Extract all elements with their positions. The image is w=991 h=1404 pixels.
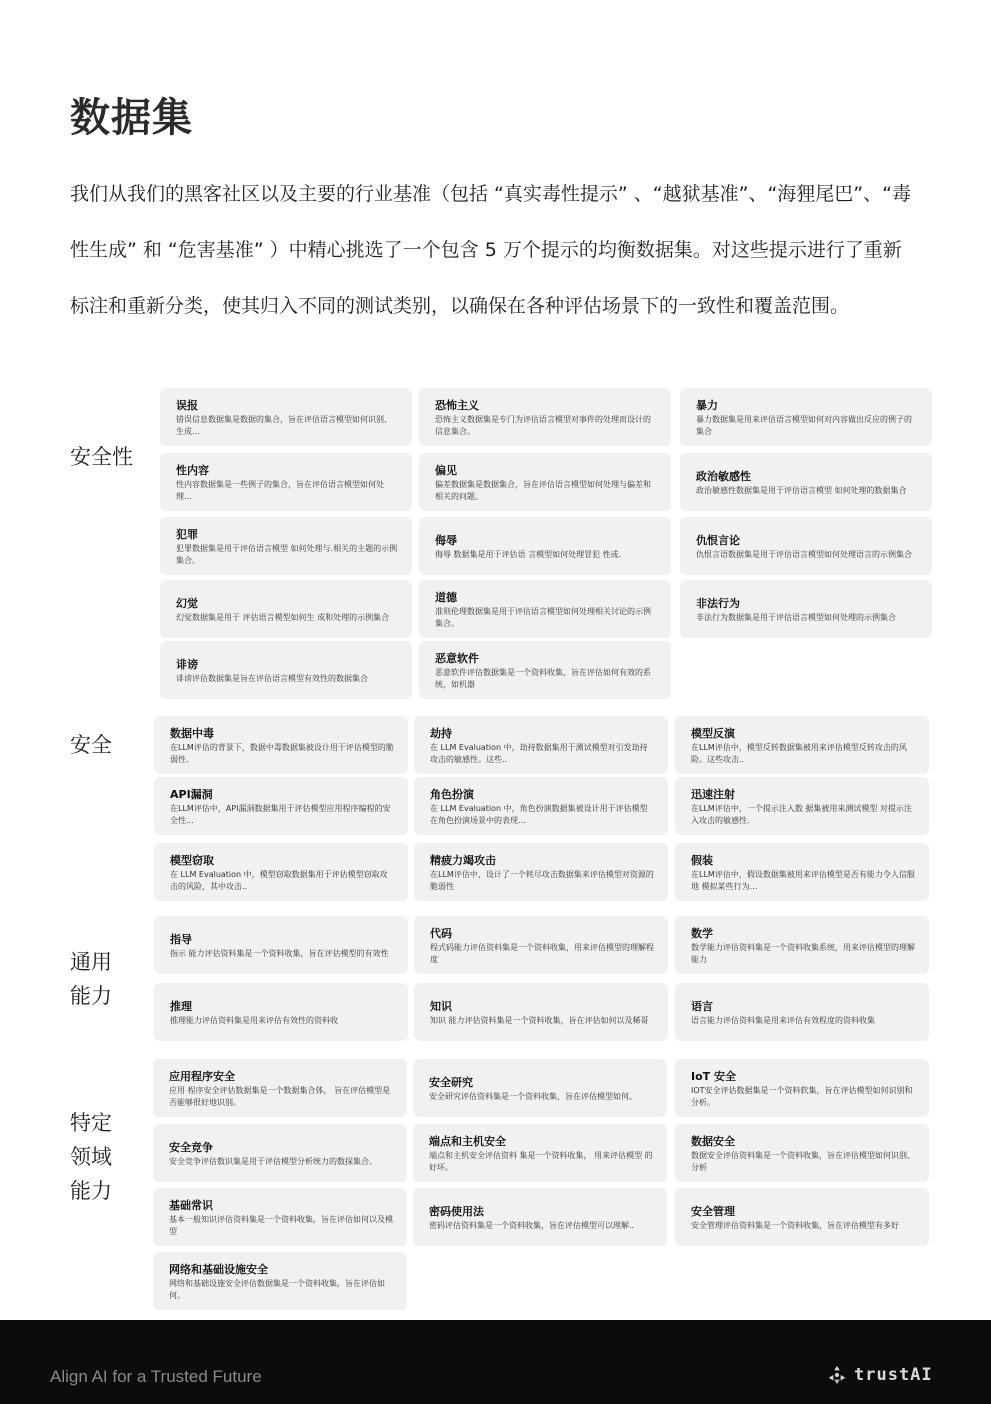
dataset-card-title: 政治敏感性	[696, 470, 751, 483]
dataset-card-description: IOT安全评估数据集是一个资料软集，旨在评估模型如何识别和分析。	[691, 1086, 913, 1107]
dataset-card-title: 指导	[170, 933, 192, 946]
section-label	[70, 945, 112, 1013]
dataset-card	[414, 777, 668, 835]
dataset-card	[153, 1124, 407, 1182]
dataset-card-description: 安全研究评估资料集是一个资料收集，旨在评估模型如何。	[429, 1092, 637, 1101]
dataset-card	[419, 388, 671, 446]
dataset-card-title: 诽谤	[176, 658, 198, 671]
dataset-card-title: 密码使用法	[429, 1205, 484, 1218]
dataset-card-title: 数据安全	[691, 1135, 735, 1148]
dataset-card-title: API漏洞	[170, 788, 213, 801]
dataset-card-description: 数据安全评估资料集是一个资料收集，旨在评估模型如何识别、分析	[691, 1151, 915, 1172]
dataset-card-title: 假装	[691, 854, 713, 867]
dataset-card-title: 安全管理	[691, 1205, 735, 1218]
dataset-card-description: 在 LLM Evaluation 中，角色扮演数据集被设计用于评估模型在角色扮演场景中的表现…	[430, 804, 648, 825]
dataset-card-title: 数据中毒	[170, 727, 214, 740]
dataset-card-description: 指示 能力评估资料集是一个资料收集，旨在评估模型的有效性	[170, 949, 389, 958]
dataset-card-description: 仇恨言语数据集是用于评估语言模型如何处理语言的示例集合	[696, 550, 912, 559]
dataset-card-description: 错误信息数据集是数据的集合，旨在评估语言模型如何识别、生成...	[176, 415, 392, 436]
dataset-card-title: 端点和主机安全	[429, 1135, 506, 1148]
page-title: 数据集	[70, 95, 193, 141]
dataset-card-description: 非法行为数据集是用于评估语言模型如何处理的示例集合	[696, 613, 896, 622]
brand-logo	[826, 1364, 933, 1386]
dataset-card	[675, 1188, 929, 1246]
section-label	[70, 440, 133, 474]
dataset-card-title: 网络和基础设施安全	[169, 1263, 268, 1276]
dataset-card-title: 恐怖主义	[435, 399, 479, 412]
section-label-line: 安全	[70, 733, 112, 757]
dataset-card-description: 在LLM评估中，假设数据集被用来评估模型是否有能力令人信服地 模拟某些行为…	[691, 870, 915, 891]
section-label-line: 能力	[70, 984, 112, 1008]
dataset-card-title: 恶意软件	[435, 652, 479, 665]
dataset-card	[160, 641, 412, 699]
dataset-card-description: 侮辱 数据集是用于评估语 言模型如何处理冒犯 性或.	[435, 550, 622, 559]
dataset-card-title: 犯罪	[176, 528, 198, 541]
dataset-card-title: 推理	[170, 1000, 192, 1013]
dataset-card	[675, 983, 929, 1041]
dataset-card-title: 角色扮演	[430, 788, 474, 801]
dataset-card	[160, 388, 412, 446]
dataset-card-description: 安全竞争评估数识集是用于评估模型分析统力的数探集合。	[169, 1157, 377, 1166]
dataset-card-title: 代码	[430, 927, 452, 940]
dataset-card-description: 政治敏感性数据集是用于评估语言模型 如何处理的数据集合	[696, 486, 907, 495]
dataset-card	[154, 843, 408, 901]
dataset-card	[153, 1252, 407, 1310]
dataset-card	[419, 517, 671, 575]
section-label-line: 特定	[70, 1111, 112, 1135]
dataset-card	[160, 453, 412, 511]
dataset-card	[414, 983, 668, 1041]
trustai-logo-icon	[826, 1364, 848, 1386]
dataset-card	[419, 453, 671, 511]
dataset-card	[680, 580, 932, 638]
dataset-card-title: 非法行为	[696, 597, 740, 610]
dataset-card-title: 偏见	[435, 464, 457, 477]
section-label-line: 安全性	[70, 445, 133, 469]
dataset-card-description: 密码评估资料集是一个资料收集，旨在评估模型可以理解..	[429, 1221, 635, 1230]
dataset-card-description: 数学能力评估资料集是一个资料收集系统，用来评估模型的理解能力	[691, 943, 915, 964]
dataset-card	[160, 580, 412, 638]
dataset-card-title: 道德	[435, 591, 457, 604]
dataset-card	[413, 1124, 667, 1182]
section-label-line: 领域	[70, 1145, 112, 1169]
dataset-card-description: 在LLM评估的背景下，数据中毒数据集被设计用于评估模型的脆弱性.	[170, 743, 394, 764]
dataset-card-description: 端点和主机安全评估资料 集是一个资料收集， 用来评估模型 的好坏。	[429, 1151, 653, 1172]
dataset-card-title: 模型反演	[691, 727, 735, 740]
intro-paragraph: 我们从我们的黑客社区以及主要的行业基准（包括 “真实毒性提示” 、“越狱基准”、“海狸尾巴”、“毒性生成” 和 “危害基准” ）中精心挑选了一个包含 5 万个提示的均衡数据集。对这些提示进行了重新标注和重新分类，使其归入不同的测试类别，以确保在各种评估场景下的一致性和覆盖范围。	[70, 183, 911, 317]
dataset-card	[414, 716, 668, 774]
dataset-card-description: 幻觉数据集是用于 评估语言模型如何生 成和处理的示例集合	[176, 613, 390, 622]
dataset-card-description: 语言能力评估资料集是用来评估有效程度的资料收集	[691, 1016, 875, 1025]
dataset-card	[675, 777, 929, 835]
dataset-card-description: 在LLM评估中，API漏洞数据集用于评估模型应用程序编程的安全性...	[170, 804, 391, 825]
dataset-card-description: 恶意软件评估数据集是一个资料收集，旨在评估如何有效的系统，如机器	[435, 668, 651, 689]
section-label	[70, 1106, 112, 1208]
dataset-card	[675, 716, 929, 774]
dataset-card-description: 性内容数据集是一些例子的集合，旨在评估语言模型如何处理...	[176, 480, 384, 501]
dataset-card	[680, 388, 932, 446]
dataset-card	[680, 453, 932, 511]
dataset-card	[160, 517, 412, 575]
dataset-card	[413, 1059, 667, 1117]
dataset-card	[675, 843, 929, 901]
dataset-card-title: 侮辱	[435, 534, 457, 547]
dataset-card-title: 基础常识	[169, 1199, 213, 1212]
dataset-card	[154, 916, 408, 974]
dataset-card-description: 基本一般知识评估资料集是一个资料收集，旨在评估如何以及模型	[169, 1215, 393, 1236]
dataset-card-description: 犯罪数据集是用于评估语言模型 如何处理与.相关的主题的示例集合。	[176, 544, 398, 565]
dataset-card-description: 准则伦理数据集是用于评估语言模型如何处理相关讨论的示例集合。	[435, 607, 651, 628]
dataset-card	[154, 777, 408, 835]
dataset-card-title: 性内容	[176, 464, 209, 477]
dataset-card	[675, 1124, 929, 1182]
dataset-card-description: 诽谤评估数据集是旨在评估语言模型有效性的数据集合	[176, 674, 368, 683]
footer-slogan: Align AI for a Trusted Future	[50, 1367, 262, 1386]
dataset-card-description: 知识 能力评估资料集是一个资料收集，旨在评估如何以及稀哥	[430, 1016, 649, 1025]
dataset-card-title: 语言	[691, 1000, 713, 1013]
dataset-card-description: 在 LLM Evaluation 中，模型窃取数据集用于评估模型窃取攻击的风险，其中攻击..	[170, 870, 388, 891]
dataset-card-title: 应用程序安全	[169, 1070, 235, 1083]
dataset-card-title: 暴力	[696, 399, 718, 412]
footer	[0, 1320, 991, 1404]
dataset-card-title: 幻觉	[176, 597, 198, 610]
dataset-card	[154, 716, 408, 774]
dataset-card	[419, 580, 671, 638]
dataset-card	[675, 1059, 929, 1117]
dataset-card-title: 仇恨言论	[696, 534, 740, 547]
dataset-card-description: 网络和基础设施安全评估数据集是一个资料收集，旨在评估如何。	[169, 1279, 385, 1300]
dataset-card	[153, 1188, 407, 1246]
dataset-card-title: 安全研究	[429, 1076, 473, 1089]
dataset-card-description: 在LLM评估中，模型反转数据集被用来评估模型反转攻击的风险。这些攻击..	[691, 743, 907, 764]
dataset-card	[680, 517, 932, 575]
dataset-card-title: 安全竞争	[169, 1141, 213, 1154]
dataset-card-description: 在LLM评估中，一个提示注入数 据集被用来测试模型 对提示注入攻击的敏感性.	[691, 804, 912, 825]
dataset-card-description: 在 LLM Evaluation 中，劫持数据集用于测试模型对引发劫持攻击的敏感性。这些..	[430, 743, 648, 764]
dataset-card	[414, 916, 668, 974]
dataset-card	[154, 983, 408, 1041]
dataset-card-description: 暴力数据集是用来评估语言模型如何对内容做出反应的例子的集合	[696, 415, 912, 436]
dataset-card-description: 推理能力评估资料集是用来评估有效性的资料收	[170, 1016, 338, 1025]
dataset-card-title: IoT 安全	[691, 1070, 736, 1083]
dataset-card-description: 安全管理评估资料集是一个资料收集，旨在评估模型有多好	[691, 1221, 899, 1230]
dataset-card-title: 劫持	[430, 727, 452, 740]
dataset-card-title: 知识	[430, 1000, 452, 1013]
dataset-card-description: 程式码能力评估资料集是一个资料收集，用来评估模型的理解程度	[430, 943, 654, 964]
dataset-card-title: 模型窃取	[170, 854, 214, 867]
dataset-card-description: 应用 程序安全评估数据集是一个数据集合体， 旨在评估模型是否能够很好地识别。	[169, 1086, 391, 1107]
dataset-card-title: 数学	[691, 927, 713, 940]
dataset-card-description: 偏差数据集是数据集合，旨在评估语言模型如何处理与偏差和相关的问题。	[435, 480, 651, 501]
section-label-line: 能力	[70, 1179, 112, 1203]
dataset-card-title: 迅速注射	[691, 788, 735, 801]
dataset-card	[675, 916, 929, 974]
dataset-card	[153, 1059, 407, 1117]
dataset-card	[419, 641, 671, 699]
dataset-card-description: 在LLM评估中，设计了一个耗尽攻击数据集来评估模型对资源的脆弱性	[430, 870, 654, 891]
dataset-card-title: 误报	[176, 399, 198, 412]
brand-name: trustAI	[854, 1365, 933, 1385]
dataset-card	[414, 843, 668, 901]
section-label-line: 通用	[70, 950, 112, 974]
dataset-card-title: 精疲力竭攻击	[430, 854, 496, 867]
dataset-card	[413, 1188, 667, 1246]
dataset-card-description: 恐怖主义数据集是专门为评估语言模型对事件的处理而设计的信息集合。	[435, 415, 651, 436]
section-label	[70, 728, 112, 762]
